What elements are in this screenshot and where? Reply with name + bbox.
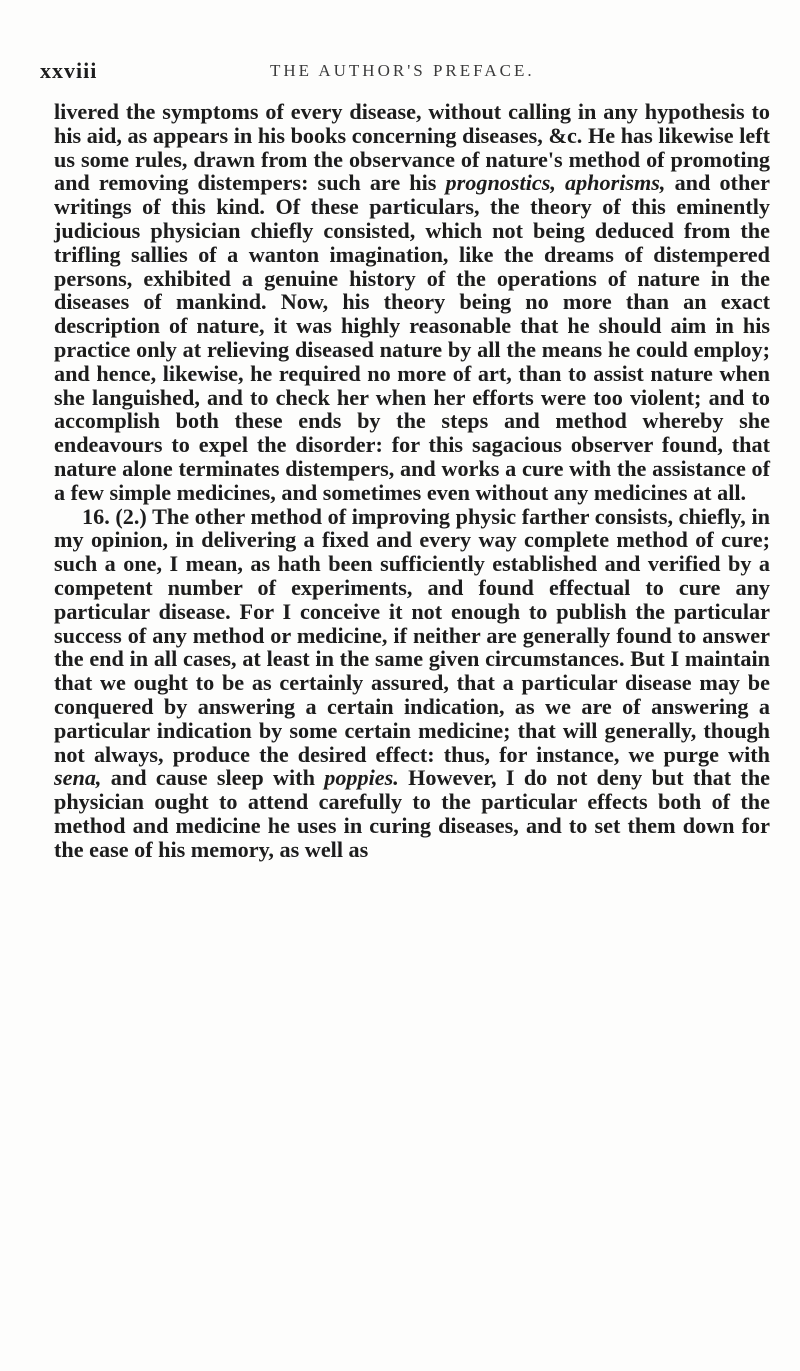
page-number: xxviii <box>40 58 98 83</box>
running-head <box>40 58 760 84</box>
running-title: THE AUTHOR'S PREFACE. <box>270 61 535 80</box>
italic-run: sena, <box>54 765 102 791</box>
text-run: 16. (2.) The other method of improving physic farther consists, chiefly, in my opinion, in delivering a fixed and every way complete method of cure; such a one, I mean, as hath been sufficiently established and verified by a competent number of experiments, and found effectual to cure any particular disease. For I conceive it not enough to publish the particular success of any method or medicine, if neither are generally found to answer the end in all cases, at least in the same given circumstances. But I maintain that we ought to be as certainly assured, that a particular disease may be conquered by answering a certain indication, as we are of answering a particular indication by some certain medicine; that will generally, though not always, produce the desired effect: thus, for instance, we purge with <box>54 503 770 767</box>
paragraph-continued <box>54 100 770 505</box>
text-run: However, I do not deny but that the physician ought to attend carefully to the particular effects both of the method and medicine he uses in curing diseases, and to set them down for the ease of his memory, as well as <box>54 765 771 862</box>
italic-run: poppies. <box>324 765 399 791</box>
text-run: and cause sleep with <box>101 765 325 791</box>
text-run: and other writings of this kind. Of these particulars, the theory of this eminently judicious physician chiefly consisted, which not being deduced from the trifling sallies of a wanton imagination, like the dreams of distempered persons, exhibited a genuine history of the operations of nature in the diseases of mankind. Now, his theory being no more than an exact description of nature, it was highly reasonable that he should aim in his practice only at relieving diseased nature by all the means he could employ; and hence, likewise, he required no more of art, than to assist nature when she languished, and to check her when her efforts were too violent; and to accomplish both these ends by the steps and method whereby she endeavours to expel the disorder: for this sagacious observer found, that nature alone terminates distempers, and works a cure with the assistance of a few simple medicines, and sometimes even without any medicines at all. <box>54 170 770 505</box>
body-text <box>54 100 770 862</box>
italic-run: prognostics, aphorisms, <box>445 170 666 196</box>
text-run: livered the symptoms of every disease, without calling in any hypothesis to his aid, as appears in his books concerning diseases, &c. He has likewise left us some rules, drawn from the observance of nature's method of promoting and removing distempers: such are his <box>54 99 770 196</box>
paragraph-16 <box>54 505 770 862</box>
